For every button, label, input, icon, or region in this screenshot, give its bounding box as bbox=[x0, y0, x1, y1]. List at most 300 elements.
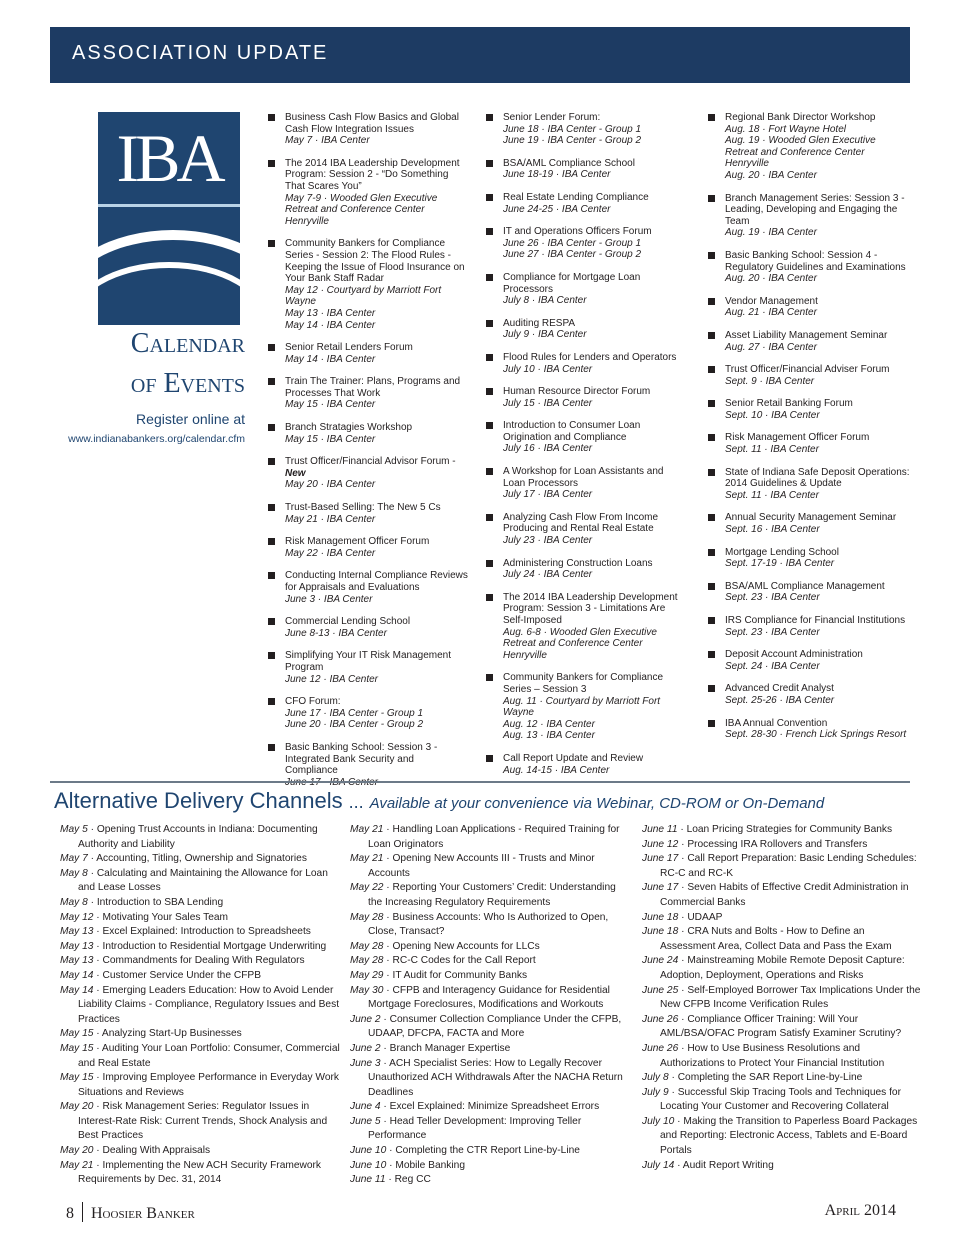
webinar-date: May 21 bbox=[350, 824, 384, 835]
webinar-item: June 17 · Seven Habits of Effective Credit Administration in Commercial Banks bbox=[642, 882, 909, 908]
event-date: Aug. 13 · IBA Center bbox=[503, 730, 595, 742]
event-date: July 24 · IBA Center bbox=[503, 569, 593, 581]
bullet-icon bbox=[486, 354, 493, 361]
event-item bbox=[486, 272, 686, 307]
webinar-item: May 14 · Customer Service Under the CFPB bbox=[60, 969, 262, 981]
event-item bbox=[486, 192, 686, 215]
webinar-date: June 24 bbox=[642, 955, 679, 967]
event-date: Aug. 6-8 · Wooded Glen Executive Retreat and Conference Center Henryville bbox=[503, 626, 657, 661]
webinar-title: CFPB and Interagency Guidance for Residential Mortgage Foreclosures, Modifications and Workouts bbox=[368, 984, 610, 1011]
event-date: Aug. 27 · IBA Center bbox=[725, 341, 817, 353]
event-item bbox=[486, 352, 686, 375]
webinar-item: June 3 · ACH Specialist Series: How to Legally Recover Unauthorized ACH Withdrawals After the NACHA Return Deadlines bbox=[350, 1057, 623, 1098]
event-item bbox=[268, 158, 468, 228]
event-item bbox=[268, 650, 468, 685]
footer-separator bbox=[82, 1202, 83, 1222]
webinar-date: June 5 bbox=[350, 1115, 381, 1127]
bullet-icon bbox=[486, 228, 493, 235]
webinar-item: May 21 · Implementing the New ACH Security Framework Requirements by Dec. 31, 2014 bbox=[60, 1159, 322, 1186]
section-divider bbox=[50, 781, 910, 783]
event-date: Aug. 11 · Courtyard by Marriott Fort Wayne bbox=[503, 695, 661, 719]
event-item bbox=[268, 376, 468, 411]
event-title: Human Resource Director Forum bbox=[503, 386, 651, 398]
event-item bbox=[486, 420, 686, 455]
event-item bbox=[708, 615, 910, 638]
webinar-item: June 18 · UDAAP bbox=[642, 911, 723, 923]
calendar-title: Calendar of Events bbox=[130, 328, 245, 399]
webinar-item: June 11 · Reg CC bbox=[350, 1174, 431, 1186]
bullet-icon bbox=[268, 458, 275, 465]
webinar-title: Introduction to Residential Mortgage Underwriting bbox=[102, 940, 327, 952]
event-date: Aug. 14-15 · IBA Center bbox=[503, 764, 610, 776]
webinar-date: June 26 bbox=[642, 1042, 679, 1054]
event-date: July 15 · IBA Center bbox=[503, 397, 593, 409]
webinar-item: May 12 · Motivating Your Sales Team bbox=[60, 911, 229, 923]
event-item bbox=[708, 432, 910, 455]
event-item bbox=[486, 386, 686, 409]
webinar-date: May 21 bbox=[60, 1159, 94, 1171]
bullet-icon bbox=[486, 755, 493, 762]
bullet-icon bbox=[486, 274, 493, 281]
event-title: The 2014 IBA Leadership Development Program: Session 2 - “Do Something That Scares You” bbox=[285, 157, 460, 192]
webinar-date: May 28 bbox=[350, 940, 384, 952]
webinar-date: July 14 bbox=[642, 1159, 675, 1171]
event-item bbox=[708, 398, 910, 421]
bullet-icon bbox=[708, 583, 715, 590]
event-date: Sept. 23 · IBA Center bbox=[725, 592, 820, 604]
event-date: May 12 · Courtyard by Marriott Fort Wayne bbox=[285, 284, 442, 308]
webinar-item: May 8 · Calculating and Maintaining the Allowance for Loan and Lease Losses bbox=[60, 867, 328, 894]
webinar-title: Compliance Officer Training: Will Your AML/BSA/OFAC Program Satisfy Examiner Scrutiny? bbox=[660, 1013, 902, 1040]
event-item bbox=[486, 466, 686, 501]
event-title: State of Indiana Safe Deposit Operations: 2014 Guidelines & Update bbox=[725, 466, 910, 490]
webinar-item: July 14 · Audit Report Writing bbox=[642, 1159, 774, 1171]
event-title: Administering Construction Loans bbox=[503, 557, 653, 569]
event-title: Introduction to Consumer Loan Origination and Compliance bbox=[503, 420, 641, 443]
webinar-date: May 8 bbox=[60, 896, 88, 908]
webinar-title: Consumer Collection Compliance Under the CFPB, UDAAP, DFCPA, FACTA and More bbox=[368, 1013, 622, 1040]
event-item bbox=[708, 649, 910, 672]
event-title: Regional Bank Director Workshop bbox=[725, 112, 876, 123]
webinar-date: May 20 bbox=[60, 1101, 94, 1113]
event-title: Conducting Internal Compliance Reviews for Appraisals and Evaluations bbox=[285, 570, 468, 593]
webinar-title: Emerging Leaders Education: How to Avoid Lender Liability Claims - Compliance, Regulatory Issues and Best Practices bbox=[78, 984, 340, 1025]
webinar-title: Motivating Your Sales Team bbox=[102, 911, 229, 923]
webinar-date: May 14 bbox=[60, 984, 94, 996]
event-title: Simplifying Your IT Risk Management Program bbox=[285, 650, 452, 673]
register-link[interactable]: www.indianabankers.org/calendar.cfm bbox=[68, 433, 245, 445]
event-title: IRS Compliance for Financial Institutions bbox=[725, 615, 906, 626]
event-title: Train The Trainer: Plans, Programs and Processes That Work bbox=[285, 376, 461, 399]
bullet-icon bbox=[268, 344, 275, 351]
event-date: Sept. 23 · IBA Center bbox=[725, 626, 820, 638]
bullet-icon bbox=[708, 114, 715, 121]
event-title: Branch Stratagies Workshop bbox=[285, 422, 413, 434]
webinar-item: June 11 · Loan Pricing Strategies for Community Banks bbox=[642, 824, 893, 835]
webinar-title: UDAAP bbox=[687, 911, 723, 923]
event-title: Senior Lender Forum: bbox=[503, 112, 601, 123]
event-item bbox=[708, 193, 910, 239]
webinar-item: July 10 · Making the Transition to Paperless Board Packages and Reporting: Electronic Access, Tablets and E-Board Portals bbox=[642, 1115, 918, 1157]
webinar-item: May 21 · Opening New Accounts III - Trusts and Minor Accounts bbox=[350, 853, 595, 879]
webinar-date: May 21 bbox=[350, 853, 384, 865]
event-date: Aug. 19 · IBA Center bbox=[725, 227, 817, 239]
webinar-date: June 11 bbox=[642, 824, 678, 835]
bullet-icon bbox=[486, 194, 493, 201]
bullet-icon bbox=[708, 617, 715, 624]
webinar-item: May 20 · Risk Management Series: Regulator Issues in Interest-Rate Risk: Current Trends, Shock Analysis and Best Practices bbox=[60, 1101, 328, 1142]
heading-ellipsis: ... bbox=[348, 792, 364, 812]
bullet-icon bbox=[268, 240, 275, 247]
event-date: Aug. 20 · IBA Center bbox=[725, 273, 817, 285]
event-item bbox=[708, 364, 910, 387]
event-item bbox=[268, 112, 468, 147]
webinar-title: CRA Nuts and Bolts - How to Define an Assessment Area, Collect Data and Pass the Exam bbox=[660, 926, 892, 952]
logo-arc bbox=[98, 262, 240, 325]
webinar-item: May 28 · RC-C Codes for the Call Report bbox=[350, 955, 536, 967]
bullet-icon bbox=[486, 160, 493, 167]
iba-logo bbox=[98, 112, 240, 325]
event-date: July 17 · IBA Center bbox=[503, 489, 593, 501]
event-item bbox=[268, 696, 468, 731]
event-title: A Workshop for Loan Assistants and Loan Processors bbox=[503, 466, 664, 489]
webinar-item: June 18 · CRA Nuts and Bolts - How to Define an Assessment Area, Collect Data and Pass the Exam bbox=[642, 926, 892, 952]
bullet-icon bbox=[486, 422, 493, 429]
event-title: Auditing RESPA bbox=[503, 317, 576, 329]
event-title: The 2014 IBA Leadership Development Program: Session 3 - Limitations Are Self-Imposed bbox=[503, 591, 678, 626]
event-date: June 3 · IBA Center bbox=[285, 593, 373, 605]
event-item bbox=[268, 536, 468, 559]
event-date: June 27 · IBA Center - Group 2 bbox=[503, 249, 642, 261]
webinar-title: RC-C Codes for the Call Report bbox=[392, 955, 536, 967]
webinar-date: May 15 bbox=[60, 1028, 94, 1040]
event-date: May 7 · IBA Center bbox=[285, 135, 370, 147]
bullet-icon bbox=[268, 652, 275, 659]
webinar-date: June 4 bbox=[350, 1101, 381, 1113]
webinar-item: May 22 · Reporting Your Customers’ Credit: Understanding the Increasing Regulatory Requirements bbox=[350, 882, 616, 908]
bullet-icon bbox=[268, 378, 275, 385]
bullet-icon bbox=[708, 549, 715, 556]
webinar-date: May 22 bbox=[350, 882, 384, 894]
webinar-title: Analyzing Start-Up Businesses bbox=[101, 1028, 242, 1040]
webinar-title: Dealing With Appraisals bbox=[102, 1145, 211, 1157]
event-date: June 24-25 · IBA Center bbox=[503, 203, 611, 215]
webinar-title: Self-Employed Borrower Tax Implications Under the New CFPB Income Verification Rules bbox=[660, 984, 921, 1011]
alt-column-2 bbox=[350, 823, 630, 1188]
bullet-icon bbox=[268, 538, 275, 545]
webinar-item: May 30 · CFPB and Interagency Guidance for Residential Mortgage Foreclosures, Modifications and Workouts bbox=[350, 984, 610, 1011]
event-item bbox=[708, 467, 910, 502]
event-date: Sept. 25-26 · IBA Center bbox=[725, 694, 835, 706]
publication-name: Hoosier Banker bbox=[91, 1205, 195, 1222]
webinar-title: Completing the SAR Report Line-by-Line bbox=[677, 1072, 863, 1084]
bullet-icon bbox=[708, 651, 715, 658]
bullet-icon bbox=[268, 744, 275, 751]
event-date: Sept. 10 · IBA Center bbox=[725, 409, 820, 421]
webinar-title: Reg CC bbox=[394, 1174, 431, 1186]
event-title: Trust Officer/Financial Advisor Forum - bbox=[285, 456, 456, 468]
webinar-title: Successful Skip Tracing Tools and Techniques for Locating Your Customer and Recovering Collateral bbox=[660, 1086, 901, 1113]
event-item bbox=[486, 158, 686, 181]
bullet-icon bbox=[708, 685, 715, 692]
bullet-icon bbox=[708, 332, 715, 339]
event-date: July 8 · IBA Center bbox=[503, 295, 587, 307]
webinar-title: Customer Service Under the CFPB bbox=[102, 969, 262, 981]
bullet-icon bbox=[268, 114, 275, 121]
alt-column-3 bbox=[642, 823, 922, 1173]
webinar-item: May 28 · Opening New Accounts for LLCs bbox=[350, 940, 540, 952]
webinar-item: July 8 · Completing the SAR Report Line-by-Line bbox=[642, 1072, 863, 1084]
webinar-item: May 15 · Analyzing Start-Up Businesses bbox=[60, 1028, 242, 1040]
alt-column-1 bbox=[60, 823, 340, 1188]
webinar-date: May 20 bbox=[60, 1145, 94, 1157]
webinar-date: June 18 bbox=[642, 911, 679, 923]
event-title: Mortgage Lending School bbox=[725, 546, 839, 558]
webinar-date: June 17 bbox=[642, 882, 679, 894]
bullet-icon bbox=[486, 388, 493, 395]
webinar-item: June 2 · Branch Manager Expertise bbox=[350, 1042, 511, 1054]
event-title: Deposit Account Administration bbox=[725, 649, 863, 661]
bullet-icon bbox=[486, 560, 493, 567]
event-item bbox=[486, 672, 686, 742]
webinar-date: June 2 bbox=[350, 1013, 381, 1025]
event-title: Commercial Lending School bbox=[285, 616, 411, 628]
event-item bbox=[708, 112, 910, 182]
webinar-date: June 11 bbox=[350, 1174, 386, 1186]
webinar-date: May 12 bbox=[60, 911, 94, 923]
event-item bbox=[708, 296, 910, 319]
event-title: Community Bankers for Compliance Series – Session 3 bbox=[503, 672, 664, 695]
webinar-item: June 5 · Head Teller Development: Improving Teller Performance bbox=[350, 1115, 582, 1142]
webinar-item: June 4 · Excel Explained: Minimize Spreadsheet Errors bbox=[350, 1101, 600, 1113]
webinar-title: Head Teller Development: Improving Teller Performance bbox=[368, 1115, 582, 1142]
events-column-1 bbox=[268, 112, 468, 799]
webinar-title: Making the Transition to Paperless Board Packages and Reporting: Electronic Access, Tablets and E-Board Portals bbox=[660, 1115, 918, 1157]
bullet-icon bbox=[708, 195, 715, 202]
webinar-title: ACH Specialist Series: How to Legally Recover Unauthorized ACH Withdrawals After the NACHA Return Deadlines bbox=[368, 1057, 623, 1098]
webinar-date: May 7 bbox=[60, 853, 88, 865]
webinar-date: July 8 bbox=[642, 1072, 669, 1084]
event-title: Flood Rules for Lenders and Operators bbox=[503, 351, 677, 363]
event-date: Sept. 9 · IBA Center bbox=[725, 375, 815, 387]
webinar-date: June 10 bbox=[350, 1145, 387, 1157]
bullet-icon bbox=[708, 720, 715, 727]
webinar-title: Audit Report Writing bbox=[682, 1159, 774, 1171]
events-column-2 bbox=[486, 112, 686, 787]
webinar-item: May 8 · Introduction to SBA Lending bbox=[60, 896, 224, 908]
webinar-title: Improving Employee Performance in Everyday Work Situations and Reviews bbox=[78, 1072, 339, 1098]
event-item bbox=[708, 330, 910, 353]
webinar-item: June 10 · Mobile Banking bbox=[350, 1159, 465, 1171]
webinar-date: May 8 bbox=[60, 867, 88, 879]
webinar-date: May 30 bbox=[350, 984, 384, 996]
event-date: Sept. 28-30 · French Lick Springs Resort bbox=[725, 729, 907, 741]
webinar-title: Mobile Banking bbox=[395, 1159, 465, 1171]
event-title: Trust Officer/Financial Adviser Forum bbox=[725, 364, 890, 376]
event-item bbox=[268, 342, 468, 365]
webinar-title: IT Audit for Community Banks bbox=[392, 969, 528, 981]
event-item bbox=[486, 318, 686, 341]
event-item bbox=[708, 581, 910, 604]
event-date: May 22 · IBA Center bbox=[285, 547, 376, 559]
event-item bbox=[708, 512, 910, 535]
webinar-title: Business Accounts: Who Is Authorized to Open, Close, Transact? bbox=[368, 911, 609, 938]
webinar-date: June 17 bbox=[642, 853, 679, 865]
webinar-date: May 29 bbox=[350, 969, 384, 981]
event-item bbox=[486, 112, 686, 147]
webinar-date: June 18 bbox=[642, 926, 679, 938]
webinar-item: May 29 · IT Audit for Community Banks bbox=[350, 969, 528, 981]
webinar-date: May 13 bbox=[60, 926, 94, 938]
event-item bbox=[486, 592, 686, 662]
event-date: Aug. 19 · Wooded Glen Executive Retreat and Conference Center Henryville bbox=[725, 135, 876, 170]
bullet-icon bbox=[708, 252, 715, 259]
webinar-item: June 25 · Self-Employed Borrower Tax Implications Under the New CFPB Income Verification Rules bbox=[642, 984, 921, 1011]
webinar-item: May 20 · Dealing With Appraisals bbox=[60, 1145, 211, 1157]
event-item bbox=[268, 570, 468, 605]
webinar-title: Loan Pricing Strategies for Community Banks bbox=[686, 824, 893, 835]
webinar-date: June 10 bbox=[350, 1159, 387, 1171]
event-item bbox=[486, 226, 686, 261]
webinar-date: May 14 bbox=[60, 969, 94, 981]
event-date: July 9 · IBA Center bbox=[503, 329, 587, 341]
event-title: IBA Annual Convention bbox=[725, 717, 828, 729]
event-date: June 19 · IBA Center - Group 2 bbox=[503, 135, 642, 147]
section-title: ASSOCIATION UPDATE bbox=[72, 42, 329, 64]
bullet-icon bbox=[486, 320, 493, 327]
bullet-icon bbox=[708, 434, 715, 441]
event-title: Asset Liability Management Seminar bbox=[725, 329, 888, 341]
webinar-item: June 26 · Compliance Officer Training: Will Your AML/BSA/OFAC Program Satisfy Examiner Scrutiny? bbox=[642, 1013, 902, 1040]
webinar-item: June 2 · Consumer Collection Compliance Under the CFPB, UDAAP, DFCPA, FACTA and More bbox=[350, 1013, 622, 1040]
event-title: Analyzing Cash Flow From Income Producing and Rental Real Estate bbox=[503, 511, 659, 535]
event-date: June 8-13 · IBA Center bbox=[285, 627, 387, 639]
event-date: Sept. 24 · IBA Center bbox=[725, 660, 820, 672]
webinar-date: May 28 bbox=[350, 955, 384, 967]
webinar-title: Mainstreaming Mobile Remote Deposit Capture: Adoption, Deployment, Operations and Risks bbox=[660, 955, 905, 981]
event-date: June 26 · IBA Center - Group 1 bbox=[503, 237, 642, 249]
event-date: Aug. 18 · Fort Wayne Hotel bbox=[725, 123, 846, 135]
bullet-icon bbox=[486, 594, 493, 601]
event-title: CFO Forum: bbox=[285, 696, 341, 708]
event-date: June 20 · IBA Center - Group 2 bbox=[285, 719, 424, 731]
webinar-date: May 5 bbox=[60, 824, 88, 835]
webinar-item: May 21 · Handling Loan Applications - Required Training for Loan Originators bbox=[350, 824, 620, 850]
webinar-item: June 10 · Completing the CTR Report Line-by-Line bbox=[350, 1145, 580, 1157]
event-date: Aug. 12 · IBA Center bbox=[503, 718, 595, 730]
webinar-title: Excel Explained: Introduction to Spreadsheets bbox=[102, 926, 311, 938]
event-date: July 16 · IBA Center bbox=[503, 443, 593, 455]
bullet-icon bbox=[268, 504, 275, 511]
webinar-title: Seven Habits of Effective Credit Administration in Commercial Banks bbox=[660, 882, 909, 908]
event-title: Senior Retail Lenders Forum bbox=[285, 342, 413, 354]
event-date: June 18-19 · IBA Center bbox=[503, 169, 611, 181]
event-item bbox=[708, 250, 910, 285]
bullet-icon bbox=[708, 298, 715, 305]
event-date: Sept. 17-19 · IBA Center bbox=[725, 558, 835, 570]
alternative-delivery-heading bbox=[54, 788, 824, 814]
bullet-icon bbox=[268, 572, 275, 579]
event-item bbox=[268, 616, 468, 639]
webinar-title: Processing IRA Rollovers and Transfers bbox=[687, 838, 868, 850]
event-title: Annual Security Management Seminar bbox=[725, 512, 897, 524]
event-item bbox=[268, 502, 468, 525]
event-title: Real Estate Lending Compliance bbox=[503, 191, 649, 203]
bullet-icon bbox=[268, 698, 275, 705]
event-date: May 20 · IBA Center bbox=[285, 479, 376, 491]
event-date: June 18 · IBA Center - Group 1 bbox=[503, 123, 642, 135]
webinar-item: May 13 · Excel Explained: Introduction to Spreadsheets bbox=[60, 926, 311, 938]
event-title: Community Bankers for Compliance Series - Session 2: The Flood Rules - Keeping the Issue of Flood Insurance on Your Bank Staff Radar bbox=[285, 238, 465, 285]
bullet-icon bbox=[268, 618, 275, 625]
event-title: Basic Banking School: Session 4 - Regulatory Guidelines and Examinations bbox=[725, 249, 906, 273]
webinar-date: June 12 bbox=[642, 838, 679, 850]
event-item bbox=[708, 718, 910, 741]
event-title: Call Report Update and Review bbox=[503, 752, 644, 764]
event-title: BSA/AML Compliance School bbox=[503, 157, 635, 169]
webinar-item: June 24 · Mainstreaming Mobile Remote Deposit Capture: Adoption, Deployment, Operations and Risks bbox=[642, 955, 905, 981]
event-title: Business Cash Flow Basics and Global Cash Flow Integration Issues bbox=[285, 112, 459, 135]
webinar-item: May 15 · Auditing Your Loan Portfolio: Consumer, Commercial and Real Estate bbox=[60, 1042, 340, 1069]
webinar-date: June 26 bbox=[642, 1013, 679, 1025]
webinar-date: May 15 bbox=[60, 1042, 94, 1054]
event-date: July 10 · IBA Center bbox=[503, 363, 593, 375]
bullet-icon bbox=[708, 514, 715, 521]
webinar-date: May 28 bbox=[350, 911, 384, 923]
event-date: Aug. 21 · IBA Center bbox=[725, 307, 817, 319]
webinar-date: July 9 bbox=[642, 1086, 669, 1098]
webinar-title: Opening New Accounts III - Trusts and Minor Accounts bbox=[368, 853, 595, 879]
new-badge: New bbox=[285, 467, 306, 479]
event-item bbox=[708, 547, 910, 570]
event-date: Sept. 11 · IBA Center bbox=[725, 489, 819, 501]
event-date: June 17 · IBA Center - Group 1 bbox=[285, 707, 424, 719]
bullet-icon bbox=[268, 160, 275, 167]
webinar-title: Excel Explained: Minimize Spreadsheet Errors bbox=[389, 1101, 600, 1113]
logo-stripe bbox=[98, 204, 240, 207]
event-date: July 23 · IBA Center bbox=[503, 535, 593, 547]
webinar-date: June 2 bbox=[350, 1042, 381, 1054]
webinar-item: June 26 · How to Use Business Resolutions and Authorizations to Protect Your Financial Institution bbox=[642, 1042, 885, 1069]
webinar-title: Opening Trust Accounts in Indiana: Documenting Authority and Liability bbox=[78, 824, 318, 850]
event-title: Risk Management Officer Forum bbox=[725, 432, 870, 444]
webinar-item: May 14 · Emerging Leaders Education: How to Avoid Lender Liability Claims - Compliance, Regulatory Issues and Best Practices bbox=[60, 984, 340, 1025]
event-title: Basic Banking School: Session 3 - Integrated Bank Security and Compliance bbox=[285, 741, 438, 777]
event-date: May 15 · IBA Center bbox=[285, 399, 376, 411]
logo-text: IBA bbox=[116, 120, 222, 196]
webinar-date: July 10 bbox=[642, 1115, 675, 1127]
event-title: Vendor Management bbox=[725, 295, 818, 307]
bullet-icon bbox=[486, 114, 493, 121]
webinar-title: Commandments for Dealing With Regulators bbox=[102, 955, 305, 967]
header-bar bbox=[50, 27, 910, 83]
webinar-title: Accounting, Titling, Ownership and Signatories bbox=[96, 853, 307, 865]
webinar-title: Branch Manager Expertise bbox=[389, 1042, 511, 1054]
event-item bbox=[486, 558, 686, 581]
event-title: Advanced Credit Analyst bbox=[725, 683, 834, 695]
bullet-icon bbox=[708, 400, 715, 407]
bullet-icon bbox=[486, 514, 493, 521]
bullet-icon bbox=[486, 468, 493, 475]
bullet-icon bbox=[268, 424, 275, 431]
webinar-date: June 3 bbox=[350, 1057, 381, 1069]
webinar-title: Reporting Your Customers’ Credit: Understanding the Increasing Regulatory Requirements bbox=[368, 882, 616, 908]
event-item bbox=[268, 422, 468, 445]
event-item bbox=[268, 238, 468, 331]
event-date: May 7-9 · Wooded Glen Executive Retreat and Conference Center Henryville bbox=[285, 192, 438, 227]
webinar-item: May 13 · Commandments for Dealing With Regulators bbox=[60, 955, 305, 967]
event-item bbox=[268, 456, 468, 491]
